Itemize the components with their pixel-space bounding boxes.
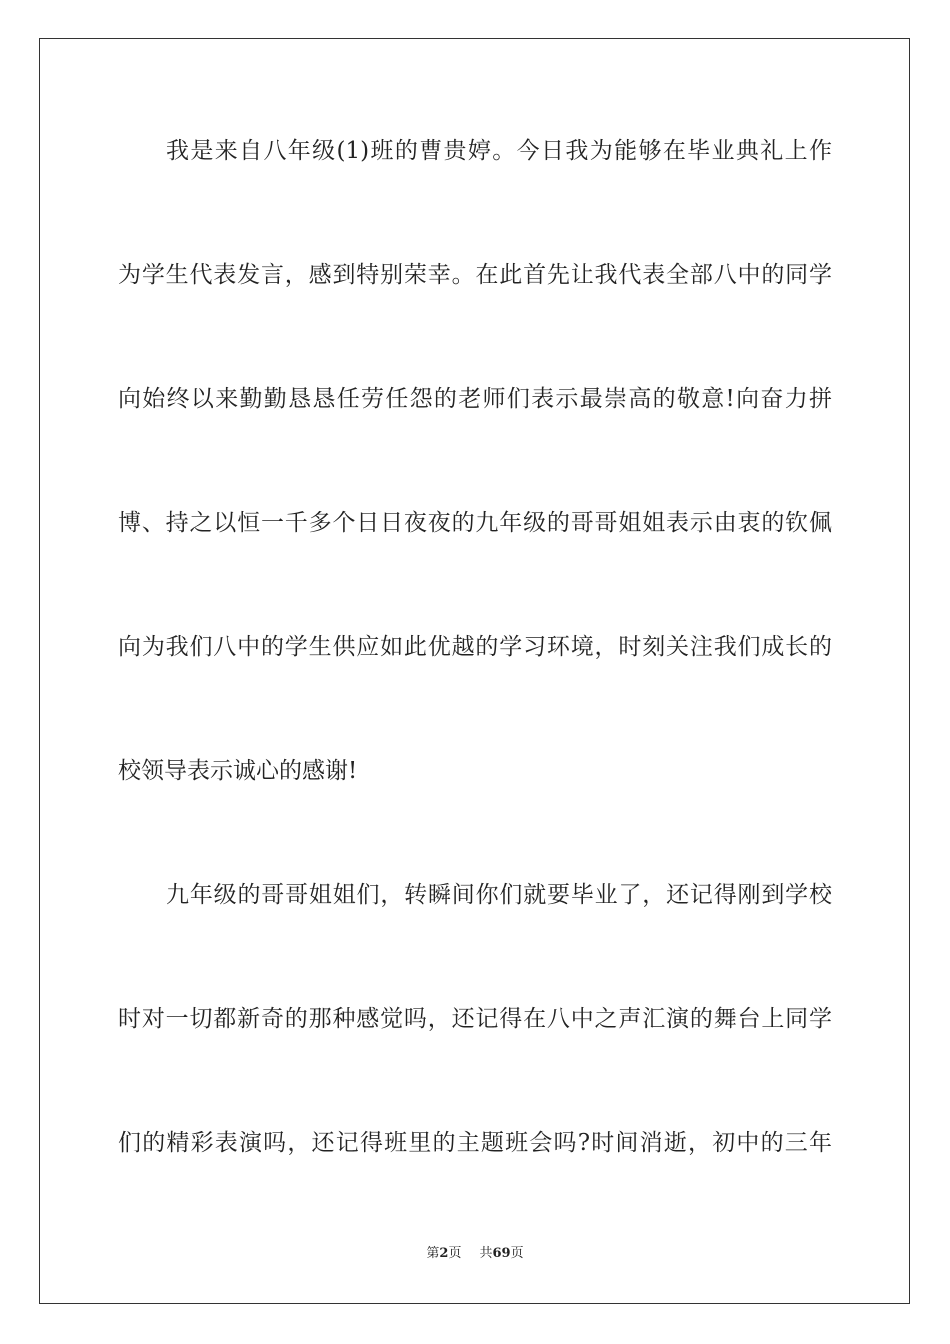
text-line: 时对一切都新奇的那种感觉吗，还记得在八中之声汇演的舞台上同学 <box>118 1006 832 1032</box>
text-line: 向为我们八中的学生供应如此优越的学习环境，时刻关注我们成长的 <box>118 634 832 660</box>
page-number: 2 <box>439 1246 449 1261</box>
text-line: 校领导表示诚心的感谢! <box>118 758 358 784</box>
total-suffix: 页 <box>510 1246 524 1261</box>
page-border <box>39 38 910 1304</box>
total-pages: 69 <box>492 1246 511 1261</box>
text-line: 向始终以来勤勤恳恳任劳任怨的老师们表示最崇高的敬意!向奋力拼 <box>118 386 832 412</box>
text-line: 博、持之以恒一千多个日日夜夜的九年级的哥哥姐姐表示由衷的钦佩 <box>118 510 832 536</box>
page-suffix: 页 <box>448 1246 462 1261</box>
text-line: 九年级的哥哥姐姐们，转瞬间你们就要毕业了，还记得刚到学校 <box>166 882 832 908</box>
page-prefix: 第 <box>426 1246 440 1261</box>
page-footer <box>0 1245 950 1263</box>
text-line: 们的精彩表演吗，还记得班里的主题班会吗?时间消逝，初中的三年 <box>118 1130 832 1156</box>
total-prefix: 共 <box>479 1246 493 1261</box>
text-line: 我是来自八年级(1)班的曹贵婷。今日我为能够在毕业典礼上作 <box>166 138 832 164</box>
text-line: 为学生代表发言，感到特别荣幸。在此首先让我代表全部八中的同学 <box>118 262 832 288</box>
